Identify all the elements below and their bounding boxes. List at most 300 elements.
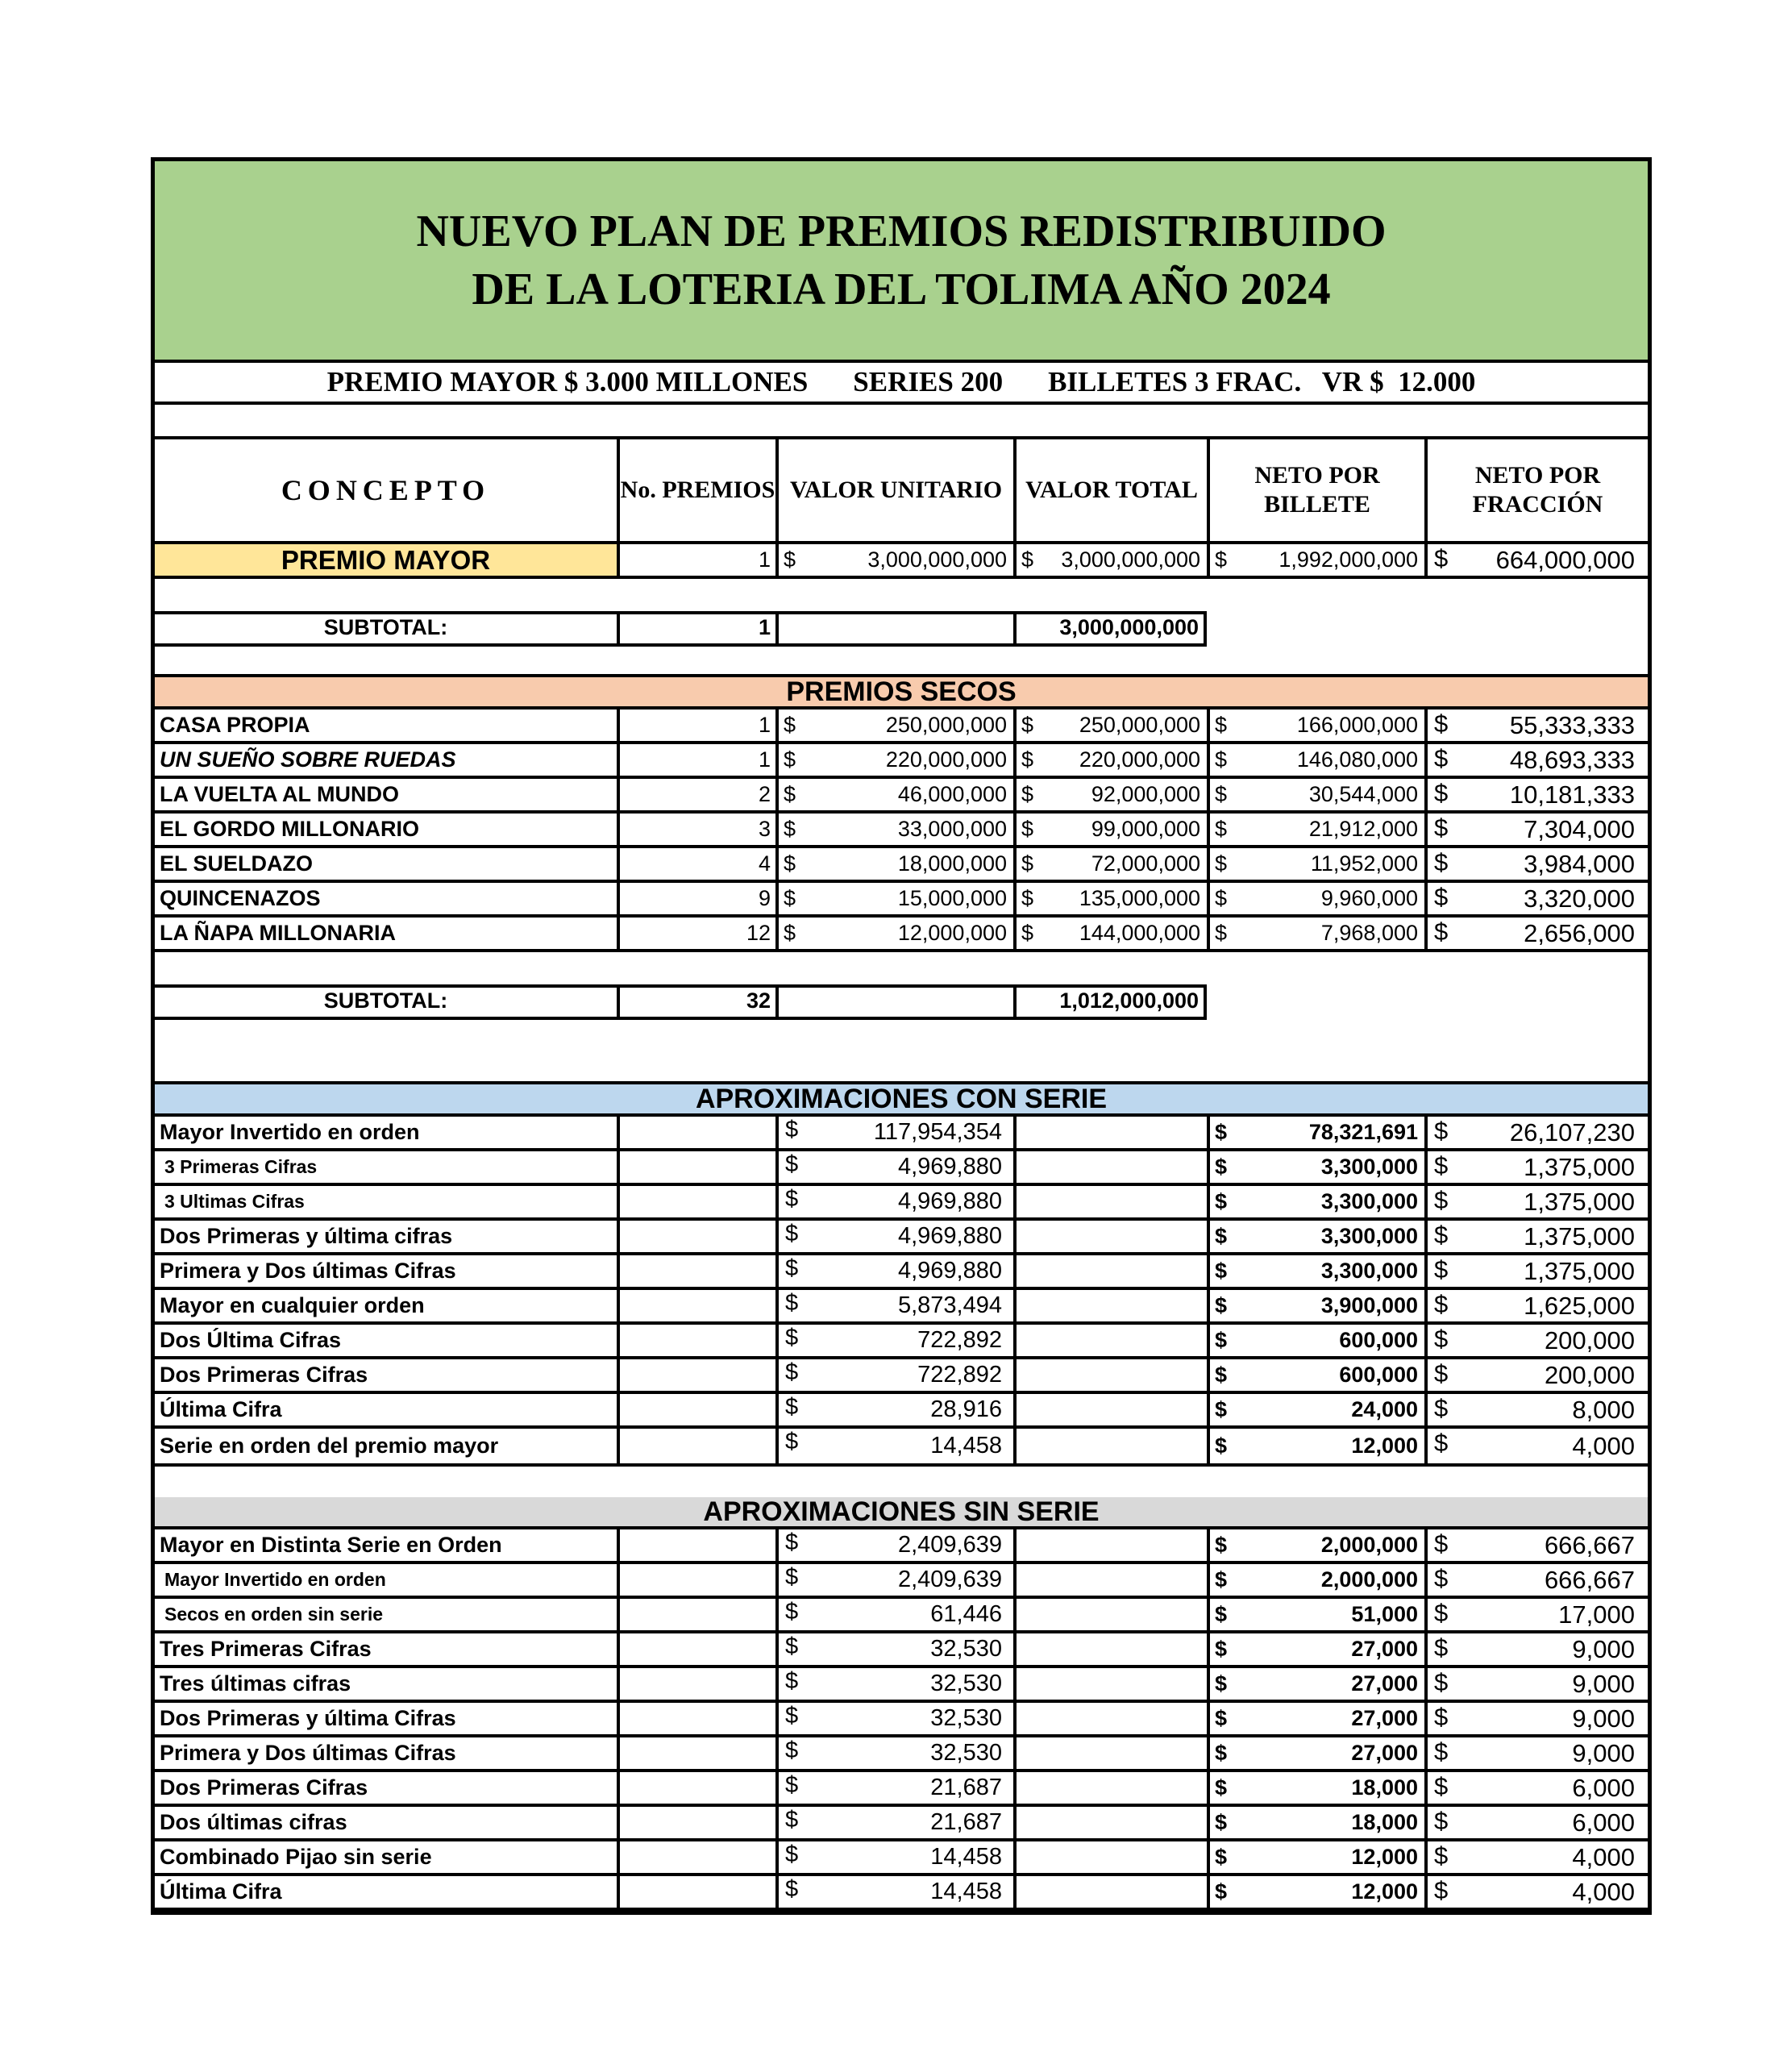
row-neto-billete-value: 18,000: [1351, 1775, 1418, 1800]
spacer-row: [155, 1017, 1648, 1084]
row-neto-billete-value: 7,968,000: [1320, 921, 1418, 945]
row-neto-billete-value: 3,300,000: [1320, 1155, 1418, 1179]
table-row: [155, 779, 1648, 814]
row-count-empty: [617, 1772, 775, 1804]
row-label: LA ÑAPA MILLONARIA: [160, 921, 396, 945]
table-row: [155, 1151, 1648, 1186]
premios-secos-rows: [155, 710, 1648, 952]
row-neto-fraccion-value: 26,107,230: [1509, 1117, 1635, 1146]
row-neto-fraccion-value: 1,375,000: [1524, 1221, 1635, 1250]
row-unit-value: 2,409,639: [897, 1567, 1002, 1592]
row-neto-billete: [1207, 1186, 1424, 1217]
currency-symbol: $: [785, 1186, 799, 1212]
row-total-value: 92,000,000: [1091, 782, 1200, 806]
row-neto-billete-value: 18,000: [1351, 1810, 1418, 1834]
title-line-2: DE LA LOTERIA DEL TOLIMA AÑO 2024: [472, 264, 1331, 314]
currency-symbol: $: [1215, 1879, 1228, 1904]
table-row: [155, 1841, 1648, 1876]
row-neto-billete: [1207, 1633, 1424, 1665]
aprox-con-serie-heading: APROXIMACIONES CON SERIE: [155, 1084, 1648, 1117]
currency-symbol: $: [1434, 1703, 1449, 1731]
currency-symbol: $: [785, 1772, 799, 1798]
currency-symbol: $: [1434, 1841, 1449, 1870]
spacer-row: [155, 405, 1648, 439]
row-unit-value: 4,969,880: [897, 1223, 1002, 1249]
column-header-row: [155, 439, 1648, 544]
row-total-value: 135,000,000: [1079, 886, 1200, 910]
row-unit-value: 5,873,494: [897, 1292, 1002, 1318]
row-count-empty: [617, 1151, 775, 1183]
row-unit-value: 33,000,000: [897, 817, 1007, 841]
currency-symbol: $: [1021, 817, 1034, 841]
row-neto-fraccion: [1424, 1151, 1648, 1183]
row-neto-billete: [1207, 1529, 1424, 1561]
currency-symbol: $: [784, 747, 796, 772]
row-neto-billete-value: 3,300,000: [1320, 1189, 1418, 1213]
row-total-empty: [1013, 1151, 1207, 1183]
row-neto-fraccion-value: 1,375,000: [1524, 1152, 1635, 1181]
currency-symbol: $: [1215, 1120, 1228, 1144]
premio-mayor-neto-billete-value: 1,992,000,000: [1279, 547, 1418, 572]
row-unit: [775, 1599, 1013, 1630]
row-unit-value: 32,530: [930, 1671, 1002, 1696]
row-unit-value: 46,000,000: [897, 782, 1007, 806]
row-neto-fraccion-value: 4,000: [1572, 1877, 1635, 1906]
row-count: 9: [617, 883, 775, 914]
row-label: UN SUEÑO SOBRE RUEDAS: [160, 747, 456, 772]
table-row: [155, 1221, 1648, 1255]
table-row: [155, 1290, 1648, 1325]
currency-symbol: $: [1434, 1221, 1449, 1249]
aprox-sin-serie-heading: APROXIMACIONES SIN SERIE: [155, 1497, 1648, 1529]
currency-symbol: $: [1021, 851, 1034, 876]
row-neto-billete: [1207, 1703, 1424, 1734]
row-neto-billete-value: 21,912,000: [1308, 817, 1418, 841]
row-neto-billete: [1207, 710, 1424, 741]
row-label: Mayor Invertido en orden: [164, 1569, 386, 1590]
row-unit-value: 21,687: [930, 1809, 1002, 1835]
row-count-empty: [617, 1359, 775, 1391]
premio-mayor-neto-fraccion-value: 664,000,000: [1495, 545, 1635, 574]
row-unit-value: 722,892: [917, 1327, 1002, 1353]
row-neto-billete: [1207, 918, 1424, 949]
row-neto-billete: [1207, 1325, 1424, 1356]
currency-symbol: $: [1021, 886, 1034, 910]
subtotal-mayor-count: 1: [617, 611, 775, 643]
row-neto-fraccion: [1424, 1599, 1648, 1630]
row-neto-fraccion-value: 1,625,000: [1524, 1291, 1635, 1320]
row-neto-fraccion: [1424, 1394, 1648, 1425]
table-row: [155, 1807, 1648, 1841]
row-unit-value: 28,916: [930, 1396, 1002, 1422]
row-total-empty: [1013, 1359, 1207, 1391]
row-unit-value: 4,969,880: [897, 1154, 1002, 1180]
currency-symbol: $: [1434, 1599, 1449, 1627]
row-total-empty: [1013, 1807, 1207, 1838]
row-unit: [775, 1564, 1013, 1596]
row-neto-billete-value: 11,952,000: [1310, 851, 1418, 876]
currency-symbol: $: [785, 1529, 799, 1555]
row-count-empty: [617, 1807, 775, 1838]
currency-symbol: $: [785, 1703, 799, 1729]
subtotal-mayor-empty: [775, 611, 1013, 643]
currency-symbol: $: [1215, 1328, 1228, 1352]
table-row: [155, 1668, 1648, 1703]
currency-symbol: $: [784, 921, 796, 945]
row-neto-fraccion: [1424, 848, 1648, 880]
currency-symbol: $: [785, 1737, 799, 1763]
row-neto-fraccion: [1424, 814, 1648, 845]
currency-symbol: $: [785, 1429, 799, 1454]
premio-mayor-count: 1: [617, 544, 775, 576]
currency-symbol: $: [785, 1633, 799, 1659]
row-neto-billete-value: 27,000: [1351, 1706, 1418, 1730]
row-unit: [775, 1255, 1013, 1287]
row-neto-billete: [1207, 1737, 1424, 1769]
subtotal-secos-count: 32: [617, 984, 775, 1017]
row-count-empty: [617, 1255, 775, 1287]
currency-symbol: $: [784, 851, 796, 876]
table-row: [155, 1703, 1648, 1737]
row-unit-value: 21,687: [930, 1775, 1002, 1800]
row-neto-billete-value: 27,000: [1351, 1671, 1418, 1696]
currency-symbol: $: [1434, 1772, 1449, 1800]
row-neto-fraccion-value: 4,000: [1572, 1842, 1635, 1871]
row-neto-fraccion-value: 2,656,000: [1524, 918, 1635, 947]
row-neto-billete: [1207, 1807, 1424, 1838]
subtotal-secos-empty: [775, 984, 1013, 1017]
row-label: Última Cifra: [160, 1879, 282, 1904]
currency-symbol: $: [785, 1394, 799, 1420]
row-unit-value: 250,000,000: [885, 713, 1007, 737]
currency-symbol: $: [1434, 1359, 1449, 1388]
table-row: [155, 744, 1648, 779]
row-neto-fraccion: [1424, 1429, 1648, 1463]
row-neto-fraccion: [1424, 1221, 1648, 1252]
row-neto-fraccion: [1424, 1633, 1648, 1665]
currency-symbol: $: [1434, 744, 1449, 772]
currency-symbol: $: [1021, 921, 1034, 945]
row-count-empty: [617, 1529, 775, 1561]
row-neto-billete: [1207, 1394, 1424, 1425]
row-count: 1: [617, 710, 775, 741]
row-neto-billete-value: 3,900,000: [1320, 1293, 1418, 1317]
row-total-empty: [1013, 1394, 1207, 1425]
row-neto-billete-value: 27,000: [1351, 1741, 1418, 1765]
currency-symbol: $: [1215, 1602, 1228, 1626]
currency-symbol: $: [1215, 713, 1228, 737]
header-valor-unitario: VALOR UNITARIO: [775, 439, 1013, 541]
currency-symbol: $: [1215, 1775, 1228, 1800]
row-neto-fraccion: [1424, 1117, 1648, 1148]
row-neto-fraccion: [1424, 1703, 1648, 1734]
row-label: Mayor en Distinta Serie en Orden: [160, 1533, 502, 1557]
row-neto-fraccion-value: 3,320,000: [1524, 884, 1635, 913]
currency-symbol: $: [785, 1151, 799, 1177]
row-neto-billete: [1207, 779, 1424, 810]
header-neto-fraccion: NETO POR FRACCIÓN: [1424, 439, 1648, 541]
row-neto-billete: [1207, 1564, 1424, 1596]
row-neto-billete: [1207, 1429, 1424, 1463]
row-label: EL SUELDAZO: [160, 851, 314, 876]
row-label: Tres Primeras Cifras: [160, 1637, 372, 1661]
aprox-con-serie-rows: [155, 1117, 1648, 1463]
row-neto-billete-value: 3,300,000: [1320, 1224, 1418, 1248]
row-unit: [775, 1703, 1013, 1734]
row-label: Secos en orden sin serie: [164, 1604, 384, 1625]
row-total-empty: [1013, 1668, 1207, 1700]
currency-symbol: $: [1215, 1706, 1228, 1730]
spacer-row: [155, 579, 1648, 611]
row-neto-billete: [1207, 814, 1424, 845]
table-row: [155, 1117, 1648, 1151]
row-neto-fraccion: [1424, 744, 1648, 776]
row-neto-fraccion-value: 1,375,000: [1524, 1187, 1635, 1216]
row-neto-fraccion: [1424, 1359, 1648, 1391]
row-unit-value: 15,000,000: [897, 886, 1007, 910]
table-row: [155, 710, 1648, 744]
premio-mayor-total-value: 3,000,000,000: [1061, 547, 1200, 572]
currency-symbol: $: [1434, 710, 1449, 738]
row-unit: [775, 1807, 1013, 1838]
currency-symbol: $: [1434, 1290, 1449, 1318]
row-count-empty: [617, 1841, 775, 1873]
currency-symbol: $: [1434, 1186, 1449, 1214]
row-total-empty: [1013, 1255, 1207, 1287]
row-neto-billete: [1207, 744, 1424, 776]
row-total-empty: [1013, 1772, 1207, 1804]
row-unit: [775, 1359, 1013, 1391]
row-total-empty: [1013, 1429, 1207, 1463]
row-neto-billete: [1207, 1841, 1424, 1873]
row-neto-billete: [1207, 1599, 1424, 1630]
premio-mayor-unit: [775, 544, 1013, 576]
row-label: 3 Primeras Cifras: [164, 1156, 318, 1177]
row-unit-value: 117,954,354: [873, 1119, 1002, 1145]
row-label: QUINCENAZOS: [160, 886, 321, 910]
table-row: [155, 1255, 1648, 1290]
table-row: [155, 883, 1648, 918]
row-count-empty: [617, 1221, 775, 1252]
row-neto-fraccion-value: 9,000: [1572, 1669, 1635, 1698]
row-unit-value: 722,892: [917, 1362, 1002, 1388]
row-unit: [775, 1186, 1013, 1217]
currency-symbol: $: [1215, 1533, 1228, 1557]
currency-symbol: $: [1434, 1564, 1449, 1592]
row-count-empty: [617, 1564, 775, 1596]
row-total-value: 72,000,000: [1091, 851, 1200, 876]
row-count-empty: [617, 1876, 775, 1908]
row-unit: [775, 1876, 1013, 1908]
row-unit: [775, 918, 1013, 949]
row-unit: [775, 1737, 1013, 1769]
plan-summary: [155, 363, 1648, 405]
title-banner: [155, 161, 1648, 363]
row-unit-value: 4,969,880: [897, 1188, 1002, 1214]
row-neto-billete: [1207, 1151, 1424, 1183]
row-neto-fraccion-value: 4,000: [1572, 1431, 1635, 1460]
row-unit-value: 12,000,000: [897, 921, 1007, 945]
row-neto-fraccion-value: 6,000: [1572, 1773, 1635, 1802]
row-neto-billete-value: 9,960,000: [1320, 886, 1418, 910]
currency-symbol: $: [1215, 1637, 1228, 1661]
currency-symbol: $: [1434, 779, 1449, 807]
currency-symbol: $: [1434, 814, 1449, 842]
row-label: Mayor Invertido en orden: [160, 1120, 420, 1144]
currency-symbol: $: [1021, 747, 1034, 772]
row-neto-billete: [1207, 1290, 1424, 1321]
currency-symbol: $: [1215, 1434, 1228, 1458]
table-row: [155, 1186, 1648, 1221]
currency-symbol: $: [1215, 1363, 1228, 1387]
currency-symbol: $: [1215, 921, 1228, 945]
subtotal-mayor-label: SUBTOTAL:: [323, 614, 448, 639]
currency-symbol: $: [785, 1599, 799, 1625]
row-unit: [775, 744, 1013, 776]
row-count-empty: [617, 1429, 775, 1463]
row-total-empty: [1013, 1186, 1207, 1217]
row-count-empty: [617, 1633, 775, 1665]
row-neto-fraccion-value: 6,000: [1572, 1808, 1635, 1837]
row-neto-billete-value: 27,000: [1351, 1637, 1418, 1661]
currency-symbol: $: [1434, 1668, 1449, 1696]
table-row: [155, 1394, 1648, 1429]
currency-symbol: $: [784, 547, 796, 572]
currency-symbol: $: [1434, 1394, 1449, 1422]
row-neto-fraccion-value: 666,667: [1544, 1565, 1635, 1594]
currency-symbol: $: [785, 1117, 799, 1142]
premio-mayor-row: [155, 544, 1648, 579]
row-neto-fraccion: [1424, 1841, 1648, 1873]
row-count-empty: [617, 1186, 775, 1217]
row-unit: [775, 1117, 1013, 1148]
spacer-row: [155, 952, 1648, 984]
table-row: [155, 1359, 1648, 1394]
row-total: [1013, 814, 1207, 845]
row-neto-fraccion: [1424, 1772, 1648, 1804]
aprox-sin-serie-rows: [155, 1529, 1648, 1911]
currency-symbol: $: [1434, 1325, 1449, 1353]
row-unit-value: 61,446: [930, 1601, 1002, 1627]
row-count-empty: [617, 1668, 775, 1700]
row-total: [1013, 744, 1207, 776]
summary-series: SERIES 200: [853, 366, 1004, 397]
row-neto-billete-value: 12,000: [1351, 1879, 1418, 1904]
row-total: [1013, 918, 1207, 949]
row-label: Dos Primeras y última Cifras: [160, 1706, 456, 1730]
table-row: [155, 1633, 1648, 1668]
row-neto-fraccion: [1424, 918, 1648, 949]
row-unit: [775, 1841, 1013, 1873]
currency-symbol: $: [785, 1564, 799, 1590]
row-neto-billete-value: 166,000,000: [1296, 713, 1418, 737]
row-neto-billete-value: 3,300,000: [1320, 1259, 1418, 1283]
row-unit-value: 32,530: [930, 1705, 1002, 1731]
table-row: [155, 848, 1648, 883]
row-label: Combinado Pijao sin serie: [160, 1845, 432, 1869]
row-neto-fraccion: [1424, 1186, 1648, 1217]
row-neto-fraccion-value: 3,984,000: [1524, 849, 1635, 878]
header-valor-total: VALOR TOTAL: [1013, 439, 1207, 541]
row-neto-billete: [1207, 848, 1424, 880]
row-total-value: 220,000,000: [1079, 747, 1200, 772]
row-neto-fraccion-value: 7,304,000: [1524, 814, 1635, 843]
currency-symbol: $: [1215, 886, 1228, 910]
row-neto-fraccion: [1424, 1325, 1648, 1356]
currency-symbol: $: [1434, 1807, 1449, 1835]
table-row: [155, 918, 1648, 952]
row-neto-billete: [1207, 1221, 1424, 1252]
row-unit-value: 18,000,000: [897, 851, 1007, 876]
row-neto-billete-value: 78,321,691: [1308, 1120, 1418, 1144]
header-neto-billete: NETO POR BILLETE: [1207, 439, 1424, 541]
row-total-empty: [1013, 1703, 1207, 1734]
premio-mayor-neto-fraccion: [1424, 544, 1648, 576]
currency-symbol: $: [1434, 883, 1449, 911]
row-neto-billete-value: 12,000: [1351, 1845, 1418, 1869]
currency-symbol: $: [785, 1359, 799, 1385]
row-neto-billete-value: 2,000,000: [1320, 1533, 1418, 1557]
currency-symbol: $: [1434, 848, 1449, 876]
row-total: [1013, 848, 1207, 880]
row-neto-fraccion-value: 17,000: [1558, 1600, 1635, 1629]
currency-symbol: $: [785, 1221, 799, 1246]
row-neto-billete-value: 2,000,000: [1320, 1567, 1418, 1592]
table-row: [155, 1429, 1648, 1463]
row-neto-fraccion: [1424, 779, 1648, 810]
currency-symbol: $: [1434, 1429, 1449, 1457]
currency-symbol: $: [785, 1290, 799, 1316]
row-label: Mayor en cualquier orden: [160, 1293, 425, 1317]
row-total-value: 144,000,000: [1079, 921, 1200, 945]
currency-symbol: $: [1434, 544, 1449, 572]
row-unit: [775, 848, 1013, 880]
currency-symbol: $: [1434, 1151, 1449, 1180]
row-neto-fraccion: [1424, 883, 1648, 914]
currency-symbol: $: [1215, 1671, 1228, 1696]
currency-symbol: $: [1215, 782, 1228, 806]
currency-symbol: $: [1215, 1224, 1228, 1248]
row-neto-fraccion-value: 9,000: [1572, 1634, 1635, 1663]
row-total: [1013, 883, 1207, 914]
row-total-empty: [1013, 1599, 1207, 1630]
row-total-empty: [1013, 1529, 1207, 1561]
row-neto-billete: [1207, 883, 1424, 914]
currency-symbol: $: [785, 1807, 799, 1833]
spacer-row: [155, 643, 1648, 677]
currency-symbol: $: [1434, 1117, 1449, 1145]
row-label: Dos Primeras Cifras: [160, 1775, 368, 1800]
premio-mayor-unit-value: 3,000,000,000: [867, 547, 1007, 572]
row-label: 3 Ultimas Cifras: [164, 1191, 305, 1212]
currency-symbol: $: [1215, 1810, 1228, 1834]
currency-symbol: $: [1215, 1845, 1228, 1869]
row-total: [1013, 779, 1207, 810]
table-row: [155, 1529, 1648, 1564]
row-total: [1013, 710, 1207, 741]
row-total-empty: [1013, 1325, 1207, 1356]
currency-symbol: $: [784, 817, 796, 841]
row-unit: [775, 779, 1013, 810]
summary-billetes: BILLETES 3 FRAC. VR $ 12.000: [1048, 366, 1476, 397]
currency-symbol: $: [784, 782, 796, 806]
row-label: LA VUELTA AL MUNDO: [160, 782, 399, 806]
row-neto-fraccion-value: 200,000: [1544, 1360, 1635, 1389]
currency-symbol: $: [1434, 918, 1449, 946]
row-count-empty: [617, 1325, 775, 1356]
header-no-premios: No. PREMIOS: [617, 439, 775, 541]
currency-symbol: $: [1215, 1155, 1228, 1179]
